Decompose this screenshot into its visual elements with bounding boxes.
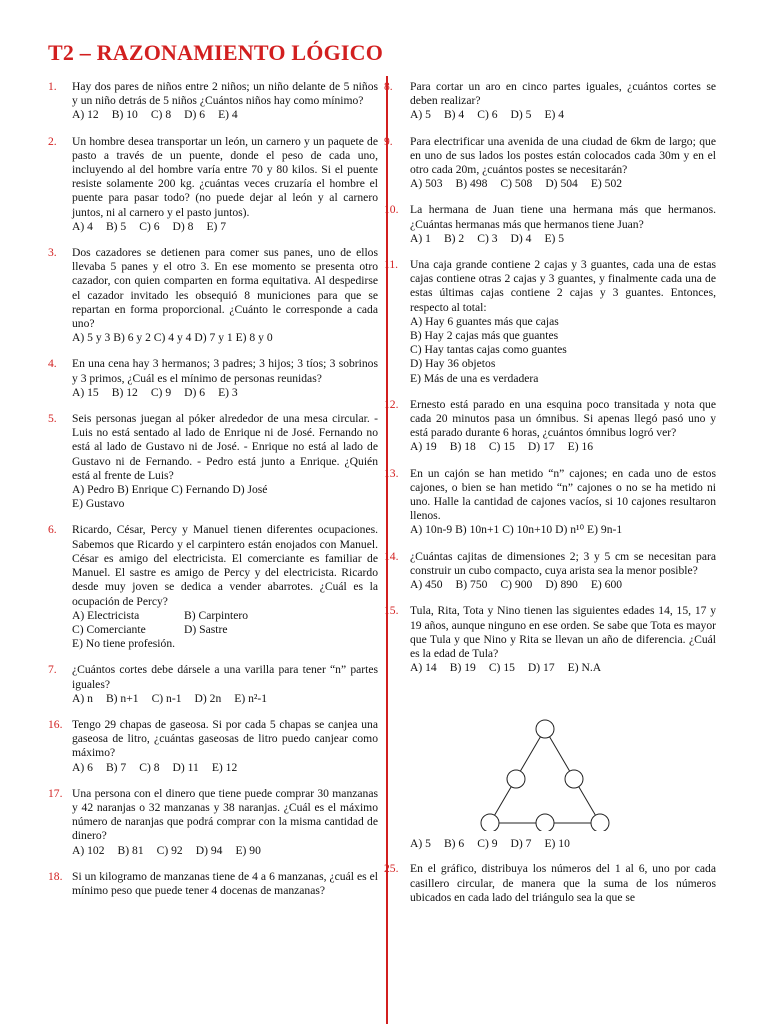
- question-item: [48, 663, 378, 706]
- answer-option: B) Carpintero: [184, 608, 249, 622]
- answer-option: C) n-1: [151, 691, 182, 705]
- question-text: Hay dos pares de niños entre 2 niños; un niño delante de 5 niños y un niño detrás de 5 niños ¿Cuántos niños hay como mínimo?: [72, 80, 378, 108]
- options-row: [410, 232, 716, 246]
- question-item: [48, 787, 378, 858]
- answer-option: A) 4: [72, 219, 93, 233]
- question-number: 15.: [384, 604, 399, 618]
- answer-option: D) 8: [172, 219, 194, 233]
- question-item: [384, 258, 716, 386]
- answer-option: E) n²-1: [234, 691, 268, 705]
- answer-option: D) 17: [527, 661, 555, 675]
- question-number: 18.: [48, 869, 63, 883]
- question-number: 12.: [384, 397, 399, 411]
- question-item: [48, 523, 378, 651]
- answer-option: D) 6: [184, 108, 206, 122]
- question-number: 6.: [48, 523, 57, 537]
- answer-option: D) 2n: [194, 691, 222, 705]
- question-number: 11.: [384, 258, 399, 272]
- left-column: [48, 80, 378, 910]
- answer-option: C) 8: [150, 108, 172, 122]
- answer-option: D) 4: [510, 231, 532, 245]
- triangle-circle-node: [591, 814, 609, 831]
- answer-option: E) 90: [235, 843, 261, 857]
- options-row: A) 10n-9 B) 10n+1 C) 10n+10 D) n¹⁰ E) 9n-1: [410, 523, 623, 537]
- question-text: Un hombre desea transportar un león, un carnero y un paquete de pasto a través de un puente, donde el peso de cada uno, incluyendo al del hombre varía entre 70 y 80 kilos. Si el puente resiste solamente 200 kg. ¿cuántas veces cruzaría el hombre el puente para pasar todo? (no puede dejar al león y al carnero juntos, ni al carnero y el pasto juntos).: [72, 134, 378, 219]
- options-row: [72, 220, 378, 234]
- options-row: [72, 761, 378, 775]
- answer-option: A) 15: [72, 385, 99, 399]
- question-text: Para electrificar una avenida de una ciudad de 6km de largo; que en uno de sus lados los postes están colocados cada 30m y en el otro cada 20m, ¿cuántos postes se necesitarán?: [410, 134, 716, 177]
- answer-option: B) Hay 2 cajas más que guantes: [410, 329, 559, 343]
- answer-option: A) 5: [410, 837, 431, 851]
- question-item: [48, 357, 378, 400]
- answer-option: E) 3: [218, 385, 238, 399]
- answer-option: C) 6: [477, 108, 498, 122]
- answer-option: E) Gustavo: [72, 497, 125, 511]
- answer-option: C) Hay tantas cajas como guantes: [410, 343, 567, 357]
- answer-option: E) Más de una es verdadera: [410, 371, 539, 385]
- question-text: La hermana de Juan tiene una hermana más que hermanos. ¿Cuántas hermanas más que hermanos tiene Juan?: [410, 203, 716, 231]
- triangle-figure: [480, 715, 610, 831]
- question-item: [48, 412, 378, 511]
- page-title: T2 – RAZONAMIENTO LÓGICO: [48, 40, 384, 65]
- answer-option: D) 890: [545, 578, 578, 592]
- question-text: Dos cazadores se detienen para comer sus panes, uno de ellos llevaba 5 panes y el otro 3. En ese momento se presenta otro cazador, con quien comparten en forma equitativa. Al despedirse el cazador invitado les obsequió 8 municiones para que se repartan en forma proporcional. ¿Cuánto le corresponde a cada uno?: [72, 246, 378, 331]
- answer-option: E) 5: [544, 231, 565, 245]
- question-text: Tula, Rita, Tota y Nino tienen las siguientes edades 14, 15, 17 y 19 años, aunque ninguno en ese orden. Se sabe que Tota es mayor que Tula y que Nino y Rita se llevan un año de diferencia. ¿Cuál es la edad de Tula?: [410, 604, 716, 660]
- question-text: Ernesto está parado en una esquina poco transitada y nota que cada 20 minutos pasa un ómnibus. Si apenas llegó pasó uno y está parado durante 6 horas, ¿cuántos ómnibus logró ver?: [410, 397, 716, 440]
- question-number: 1.: [48, 80, 57, 93]
- answer-option: B) 6: [443, 837, 465, 851]
- answer-option: B) 750: [455, 578, 488, 592]
- answer-option: B) n+1: [105, 691, 139, 705]
- answer-option: E) No tiene profesión.: [72, 637, 176, 651]
- answer-option: E) 4: [544, 108, 565, 122]
- options-row: [72, 623, 378, 637]
- answer-option: C) 9: [477, 837, 498, 851]
- question-item: [48, 80, 378, 123]
- question-number: 8.: [384, 80, 393, 93]
- answer-option: D) 94: [195, 843, 223, 857]
- answer-option: B) 2: [443, 231, 465, 245]
- answer-option: A) 12: [72, 108, 99, 122]
- answer-option: C) 3: [477, 231, 498, 245]
- options-row: [410, 578, 716, 592]
- question-number: 25.: [384, 862, 399, 876]
- question-number: 10.: [384, 203, 399, 217]
- question-text: ¿Cuántos cortes debe dársele a una varilla para tener “n” partes iguales?: [72, 663, 378, 691]
- answer-option: B) 18: [449, 440, 476, 454]
- answer-option: A) 1: [410, 231, 431, 245]
- answer-option: C) 6: [139, 219, 160, 233]
- answer-option: C) 15: [488, 661, 515, 675]
- question-text: Si un kilogramo de manzanas tiene de 4 a 6 manzanas, ¿cuál es el mínimo peso que puede tener 4 docenas de manzanas?: [72, 869, 378, 897]
- answer-option: E) 10: [544, 837, 570, 851]
- question-item: [384, 398, 716, 455]
- options-row: [384, 837, 716, 850]
- answer-option: D) 6: [184, 385, 206, 399]
- options-row: [410, 108, 716, 122]
- answer-option: E) 12: [211, 760, 238, 774]
- answer-option: B) 5: [105, 219, 127, 233]
- options-row: [72, 844, 378, 858]
- answer-option: C) 508: [500, 177, 533, 191]
- answer-option: E) 4: [218, 108, 238, 122]
- options-row: [72, 692, 378, 706]
- answer-option: A) Pedro B) Enrique C) Fernando D) José: [72, 483, 268, 497]
- question-number: 17.: [48, 786, 63, 800]
- question-item: [384, 550, 716, 593]
- answer-option: A) 503: [410, 177, 443, 191]
- question-number: 4.: [48, 357, 57, 371]
- question-number: 3.: [48, 246, 57, 260]
- answer-option: E) 7: [206, 219, 227, 233]
- question-item: [384, 862, 716, 905]
- answer-option: D) Sastre: [184, 622, 228, 636]
- question-number: 5.: [48, 412, 57, 426]
- triangle-circle-node: [536, 720, 554, 738]
- question-text: Ricardo, César, Percy y Manuel tienen diferentes ocupaciones. Sabemos que Ricardo y el carpintero están enojados con Manuel. César es amigo del electricista. El comerciante es familiar de Manuel. El sastre es amigo de Percy y del electricista. Ricardo desde muy joven se dedica a vender abarrotes. ¿Cuál es la ocupación de Percy?: [72, 523, 378, 608]
- right-column: [384, 80, 716, 917]
- question-number: 2.: [48, 134, 57, 148]
- answer-option: D) 17: [527, 440, 555, 454]
- question-item: [48, 246, 378, 345]
- answer-option: B) 7: [105, 760, 127, 774]
- answer-option: A) Hay 6 guantes más que cajas: [410, 314, 559, 328]
- answer-option: A) Electricista: [72, 608, 140, 622]
- triangle-circle-node: [536, 814, 554, 831]
- answer-option: B) 498: [455, 177, 488, 191]
- question-number: 14.: [384, 549, 399, 563]
- question-text: Tengo 29 chapas de gaseosa. Si por cada 5 chapas se canjea una gaseosa de litro, ¿cuántas gaseosas de litro puedo canjear como máximo?: [72, 717, 378, 760]
- answer-option: A) 5: [410, 108, 431, 122]
- triangle-figure-block: [384, 715, 716, 850]
- answer-option: B) 81: [117, 843, 144, 857]
- question-item: [384, 467, 716, 538]
- triangle-circle-node: [481, 814, 499, 831]
- question-text: En el gráfico, distribuya los números del 1 al 6, uno por cada casillero circular, de manera que la suma de los números ubicados en cada lado del triángulo sea la que se: [410, 862, 716, 904]
- options-row: [410, 440, 716, 454]
- answer-option: E) N.A: [567, 661, 602, 675]
- answer-option: A) 450: [410, 578, 443, 592]
- triangle-circle-node: [507, 770, 525, 788]
- answer-option: D) 7: [510, 837, 532, 851]
- answer-option: C) 8: [139, 760, 160, 774]
- question-text: Una persona con el dinero que tiene puede comprar 30 manzanas y 42 naranjas o 32 manzanas y 38 naranjas. ¿Cuál es el máximo número de naranjas que podrá comprar con la misma cantidad de dinero?: [72, 786, 378, 843]
- answer-option: A) 19: [410, 440, 437, 454]
- question-item: [384, 135, 716, 192]
- options-row: [72, 609, 378, 623]
- answer-option: C) 15: [488, 440, 515, 454]
- question-number: 9.: [384, 134, 393, 148]
- question-number: 13.: [384, 466, 399, 480]
- options-row: [410, 661, 716, 675]
- question-text: Una caja grande contiene 2 cajas y 3 guantes, cada una de estas cajas contiene otras 2 cajas y 3 guantes, y finalmente cada una de estas últimas cajas contiene 2 cajas y 3 guantes. Entonces, respecto al total:: [410, 258, 716, 314]
- question-text: En un cajón se han metido “n” cajones; en cada uno de estos cajones, o bien se han metido “n” cajones o no se ha metido ni uno. Halle la cantidad de cajones vacíos, si 10 cajones resultaron llenos.: [410, 466, 716, 523]
- question-text: Seis personas juegan al póker alrededor de una mesa circular. - Luis no está sentado al lado de Enrique ni de José. Fernando no está al lado de Gustavo ni de José. - Enrique no está al lado de Gustavo ni de Fernando. - Pedro está junto a Enrique. ¿Quién está al frente de Luis?: [72, 412, 378, 482]
- answer-option: E) 600: [590, 578, 623, 592]
- answer-option: C) 900: [500, 578, 533, 592]
- answer-option: A) 102: [72, 843, 105, 857]
- answer-option: C) 92: [156, 843, 183, 857]
- question-item: [384, 203, 716, 246]
- answer-option: D) Hay 36 objetos: [410, 357, 496, 371]
- question-item: [48, 135, 378, 234]
- answer-option: E) 502: [590, 177, 623, 191]
- question-item: [48, 870, 378, 898]
- question-item: [48, 718, 378, 775]
- options-row: A) 5 y 3 B) 6 y 2 C) 4 y 4 D) 7 y 1 E) 8 y 0: [72, 331, 273, 345]
- question-text: ¿Cuántas cajitas de dimensiones 2; 3 y 5 cm se necesitan para construir un cubo compacto, cuya arista sea la menor posible?: [410, 549, 716, 577]
- answer-option: B) 4: [443, 108, 465, 122]
- answer-option: A) n: [72, 691, 93, 705]
- answer-option: A) 6: [72, 760, 93, 774]
- question-text: En una cena hay 3 hermanos; 3 padres; 3 hijos; 3 tíos; 3 sobrinos y 3 primos, ¿Cuál es el mínimo de personas reunidas?: [72, 357, 378, 385]
- options-row: [72, 386, 378, 400]
- question-item: [384, 604, 716, 675]
- options-row: [410, 177, 716, 191]
- question-number: 7.: [48, 663, 57, 677]
- options-row: [72, 108, 378, 122]
- answer-option: A) 14: [410, 661, 437, 675]
- answer-option: D) 5: [510, 108, 532, 122]
- question-number: 16.: [48, 717, 63, 731]
- answer-option: B) 12: [111, 385, 138, 399]
- answer-option: E) 16: [567, 440, 594, 454]
- answer-option: B) 10: [111, 108, 138, 122]
- answer-option: D) 504: [545, 177, 578, 191]
- answer-option: B) 19: [449, 661, 476, 675]
- answer-option: D) 11: [172, 760, 199, 774]
- answer-option: C) 9: [150, 385, 172, 399]
- triangle-circle-node: [565, 770, 583, 788]
- question-item: [384, 80, 716, 123]
- answer-option: C) Comerciante: [72, 622, 146, 636]
- question-text: Para cortar un aro en cinco partes iguales, ¿cuántos cortes se deben realizar?: [410, 80, 716, 108]
